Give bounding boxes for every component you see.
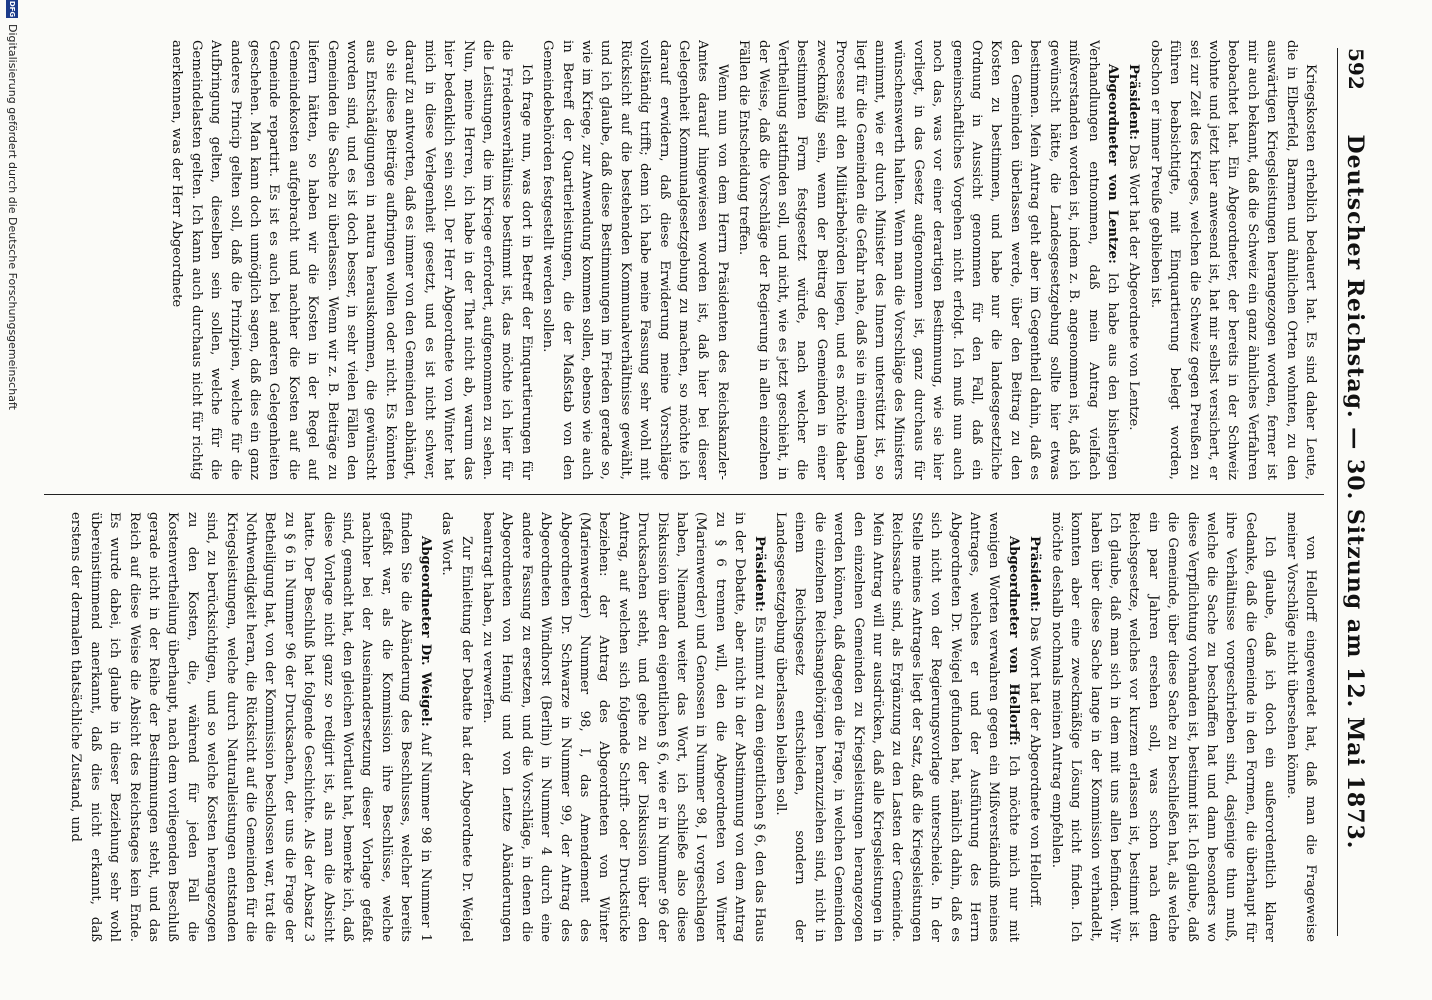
column-divider bbox=[44, 494, 1324, 495]
paragraph bbox=[1145, 40, 1320, 480]
paragraph bbox=[167, 40, 536, 480]
running-head: Deutscher Reichstag. — 30. Sitzung am 12. Mai 1873. bbox=[1342, 134, 1368, 850]
paragraph-text: Kriegskosten erheblich bedauert hat. Es sind daher Leute, die in Elberfeld, Barmen und ähnlichen Orten wohnten, zu den auswärtigen Kriegsleistungen herangezogen worden, ferner ist mir auch bekannt, daß die Schweiz ein ganz ähnliches Verfahren beobachtet hat. Ein Abgeordneter, der bereits in der Schweiz wohnte und jetzt hier anwesend ist, hat mir selbst versichert, er sei zur Zeit des Krieges, welchen die Schweiz gegen Preußen zu führen beabsichtigte, mit Einquartierung belegt worden, obschon er immer Preuße geblieben ist. bbox=[1147, 40, 1318, 480]
paragraph-text: Es nimmt zu dem eigentlichen § 6, den das Haus in der Debatte, aber nicht in der Abstimmung von dem Antrag zu § 6 trennen will, den die Abgeordneten von Winter (Marienwerder) und Genossen in Nummer 98, I vorgeschlagen haben, Niemand weiter das Wort, ich schließe also diese Diskussion über den eigentlichen § 6, wie er in Nummer 96 der Drucksachen steht, und gehe zu der Diskussion über den Antrag, auf welchen sich folgende Schrift- oder Druckstücke beziehen: der Antrag des Abgeordneten von Winter (Marienwerder) Nummer 98, I, das Amendement des Abgeordneten Dr. Schwarze in Nummer 99, der Antrag des Abgeordneten Windhorst (Berlin) in Nummer 4 durch eine andere Fassung zu ersetzen, und die Vorschläge, in denen die Abgeordneten von Hennig und von Lentze Abänderungen beantragt haben, zu verwerfen. bbox=[479, 512, 767, 942]
digitization-credit bbox=[6, 0, 19, 410]
paragraph-text: Das Wort hat der Abgeordnete von Hellorff. bbox=[1027, 616, 1043, 909]
paragraph-text: Wenn nun von dem Herrn Präsidenten des Reichskanzler-Amtes darauf hingewiesen worden ist, daß hier bei dieser Gelegenheit Kommunalgesetzgebung zu machen, so möchte ich darauf erwidern, daß diese Erwiderung meine Vorschläge vollständig trifft; denn ich habe meine Fassung sehr wohl mit Rücksicht auf die bestehenden Kommunalverhältnisse gewählt, und ich glaube, daß diese Bestimmungen im Frieden gerade so, wie im Kriege, zur Anwendung kommen sollen, ebenso wie auch in Betreff der Quartierleistungen, die der Maßstab von den Gemeindebehörden festgestellt werden sollen. bbox=[540, 40, 730, 480]
paragraph bbox=[66, 512, 435, 942]
paragraph bbox=[478, 512, 769, 942]
speaker-label: Abgeordneter von Hellorff: bbox=[1005, 536, 1021, 746]
speaker-label: Präsident: bbox=[1027, 536, 1043, 613]
paragraph bbox=[734, 40, 1122, 480]
paragraph-text: Auf Nummer 98 in Nummer 1 finden Sie die Abänderung des Beschlusses, welcher bereits gefaßt war, als die Kommission ihre Beschlüsse, welche nachher bei der Auseinandersetzung dieser Vorlage gefaßt sind, gemacht hat, den gleichen Wortlaut hat, bemerke ich, daß diese Vorlage nicht ganz so redigirt ist, als man die Absicht hatte. Der Beschluß hat folgende Geschichte. Als der Absatz 3 zu § 6 in Nummer 96 der Drucksachen, der uns die Frage der Betheiligung hat, von der Kommission beschlossen war, trat die Nothwendigkeit heran, die Rücksicht auf die Gemeinden für die Kriegsleistungen, welche durch Naturalleistungen entstanden sind, zu berücksichtigen, und so welche Kosten herangezogen zu den Kosten, die, während für jeden Fall die Kostenvertheilung überhaupt, nach dem vorliegenden Beschluß gerade nicht in der Reihe der Bestimmungen steht, und das Reich auf diese Weise die Absicht des Reichstages kein Ende. Es wurde dabei, ich glaube in dieser Beziehung sehr wohl übereinstimmend anerkannt, daß dies nicht erkannt, daß erstens der dermalen thatsächliche Zustand, und bbox=[68, 512, 433, 942]
paragraph bbox=[1046, 512, 1279, 942]
paragraph-text: Das Wort hat der Abgeordnete von Lentze. bbox=[1126, 144, 1142, 431]
speaker-label: Abgeordneter von Lentze: bbox=[1104, 64, 1120, 264]
paragraph-text: Ich frage nun, was dort in Betreff der Einquartierungen für die Friedensverhältnisse bestimmt ist, das möchte ich hier für die Leistungen, die im Kriege erfordert, aufgenommen zu sehen. Nun, meine Herren, ich habe in der That nicht ab, warum das hier bedenklich sein soll. Der Herr Abgeordnete von Winter hat mich in diese Verlegenheit gesetzt, und es ist nicht schwer, darauf zu antworten, daß es immer von den Gemeinden abhängt, ob sie diese Beiträge aufbringen wollen oder nicht. Es könnten aus Entschädigungen in natura herauskommen, die gewünscht worden sind, und es ist doch besser, in sehr vielen Fällen den Gemeinden die Sache zu überlassen. Wenn wir z. B. Beiträge zu liefern hätten, so haben wir die Kosten in der Regel auf Gemeindekosten aufgebracht und nachher die Kosten auf die Gemeinde repartirt. Es ist es auch bei anderen Gelegenheiten geschehen. Man kann doch unmöglich sagen, daß dies ein ganz anderes Princip gelten soll, daß die Prinzipien, welche für die Aufbringung gelten, dieselben sein sollen, welche für die Gemeindelasten gelten. Ich kann auch durchaus nicht für richtig anerkennen, was der Herr Abgeordnete bbox=[169, 40, 534, 480]
speaker-label: Präsident: bbox=[751, 536, 767, 613]
dfg-logo-icon: DFG bbox=[8, 0, 17, 18]
paragraph bbox=[538, 40, 732, 480]
page-number: 592 bbox=[1344, 48, 1368, 90]
paragraph-text: Ich glaube, daß ich doch ein außerordentlich klarer Gedanke, daß die Gemeinde in den Formen, die überhaupt für ihre Verhältnisse vorgeschrieben sind, dasjenige thun muß, welche die Sache zu beschaffen hat und dann besonders wo diese Verpflichtung vorhanden ist, bestimmt ist. Ich glaube, daß die Gemeinde, über diese Sache zu beschließen hat, als welche ein paar Jahren ersehen soll, was schon nach dem Reichsgesetze, welches vor kurzem erlassen ist, bestimmt ist. Ich glaube, daß man sich in dem mit uns allen befinden. Wir haben über diese Sache lange in der Kommission verhandelt, konnten aber eine zweckmäßige Lösung nicht finden. Ich möchte deshalb nochmals meinen Antrag empfehlen. bbox=[1048, 512, 1278, 942]
left-column bbox=[40, 40, 1320, 480]
paragraph bbox=[1025, 512, 1044, 942]
paragraph-text: von Hellorff eingewendet hat, daß man die Frageweise meiner Vorschläge nicht übersehen könne. bbox=[1283, 512, 1318, 942]
right-column bbox=[40, 512, 1320, 942]
speaker-label: Abgeordneter Dr. Weigel: bbox=[417, 536, 433, 727]
paragraph-text: Ich habe aus den bisherigen Verhandlungen entnommen, daß mein Antrag vielfach mißverstanden worden ist, indem z. B. angenommen ist, daß ich gewünscht hätte, die Landesgesetzgebung sollte hier etwas bestimmen. Mein Antrag geht aber im Gegentheil dahin, daß es den Gemeinden überlassen werde, über den Beitrag zu den Kosten zu bestimmen, und habe nur die landesgesetzliche Ordnung in Aussicht genommen für den Fall, daß ein gemeinschaftliches Vorgehen nicht erfolgt. Ich muß nun auch noch das, was vor einer derartigen Bestimmung, wie sie hier vorliegt, in das Gesetz aufgenommen ist, ganz durchaus für wünschenswerth halten. Wenn man die Vorschläge des Ministers annimmt, wie er durch Minister des Innern unterstützt ist, so liegt für die Gemeinden die Gefahr nahe, daß sie in einem langen Processe mit den Militärbehörden liegen, und es möchte daher zweckmäßig sein, wenn der Beitrag der Gemeinden in einer bestimmten Form festgesetzt würde, nach welcher die Vertheilung stattfinden soll, und nicht, wie es jetzt geschieht, in der Weise, daß die Vorschläge der Regierung in allen einzelnen Fällen die Entscheidung treffen. bbox=[736, 40, 1120, 480]
paragraph bbox=[437, 512, 476, 942]
paragraph bbox=[771, 512, 1023, 942]
speaker-label: Präsident: bbox=[1126, 64, 1142, 141]
page-header bbox=[1337, 48, 1368, 936]
paragraph bbox=[1281, 512, 1320, 942]
credit-text: Digitalisierung gefördert durch die Deutsche Forschungsgemeinschaft bbox=[6, 24, 19, 410]
paragraph-text: Ich möchte mich nur mit wenigen Worten verwahren gegen ein Mißverständniß meines Antrages, welches er und der Ausführung des Herrn Abgeordneten Dr. Weigel gefunden hat, nämlich dahin, daß es sich nicht von der Regierungsvorlage unterscheide. In der Stelle meines Antrages liegt der Satz, daß die Kriegsleistungen Reichssache sind, als Ergänzung zu den Lasten der Gemeinde. Mein Antrag will nur ausdrücken, daß alle Kriegsleistungen in den einzelnen Gemeinden zu Kriegsleistungen herangezogen werden können, daß dagegen die Frage, in welchen Gemeinden die einzelnen Reichsangehörigen heranzuziehen sind, nicht in einem Reichsgesetz entschieden, sondern der Landesgesetzgebung überlassen bleiben soll. bbox=[773, 512, 1021, 942]
paragraph bbox=[1124, 40, 1143, 480]
paragraph-text: Zur Einleitung der Debatte hat der Abgeordnete Dr. Weigel das Wort. bbox=[439, 512, 474, 942]
